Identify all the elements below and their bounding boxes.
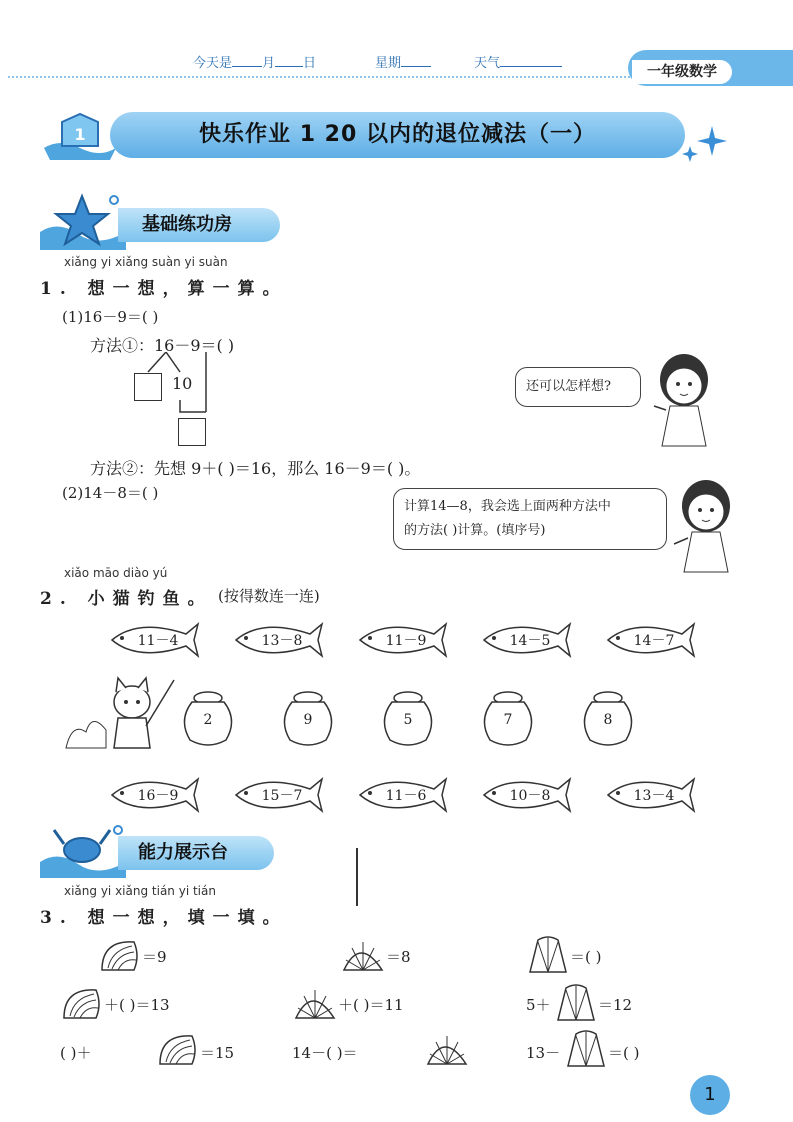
top-fish-row [108,620,708,660]
q1-title: 1. 想一想，算一算。 [40,279,288,299]
weekday-blank[interactable] [401,54,431,67]
month-blank[interactable] [232,54,262,67]
pot-row [178,690,638,750]
q3-r1-c[interactable]: ＝( ) [570,948,602,966]
today-label: 今天是 [193,56,233,71]
section-title-basic: 基础练功房 [142,214,232,235]
q3-r2-b[interactable]: ＋( )＝11 [338,996,404,1014]
result-box[interactable] [178,418,206,446]
fan-shell-icon [524,934,570,976]
q3-r3-a[interactable]: ( )＋ [60,1044,92,1062]
split-box-left[interactable] [134,373,162,401]
sparkle-icon [680,124,730,162]
q1-pinyin: xiǎng yi xiǎng suàn yi suàn [64,255,228,269]
q3-r1-a[interactable]: ＝9 [142,948,167,966]
split-ten: 10 [172,374,193,393]
fish-label: 15－7 [261,788,303,804]
scallop-shell-icon [292,984,338,1024]
fish-label: 13－8 [261,633,303,649]
q2-pinyin: xiǎo māo diào yú [64,566,168,580]
q1-method2[interactable]: 方法②：先想 9＋( )＝16，那么 16－9＝( )。 [90,459,421,478]
pot-label: 7 [503,712,513,728]
bottom-fish-row [108,775,708,815]
q3-r1-b[interactable]: ＝8 [386,948,411,966]
clam-shell-icon [156,1030,200,1070]
girl-illustration-1 [640,350,720,450]
q1-part1[interactable]: (1)16－9＝( ) [62,308,159,326]
bubble2-line1: 计算14—8，我会选上面两种方法中 [404,499,611,514]
bubble2-line2[interactable]: 的方法( )计算。(填序号) [404,523,546,538]
q2-title: 2. 小猫钓鱼。 [40,589,213,609]
grade-label: 一年级数学 [632,60,732,84]
date-label [193,52,316,71]
q3-r2-c: 5＋ [526,996,551,1014]
weekday-field [375,52,431,71]
q3-r2-d[interactable]: ＝12 [598,996,633,1014]
fan-shell-icon [552,982,598,1024]
weather-field [474,52,562,71]
ship-badge-icon [40,108,120,164]
pot-label: 5 [403,712,413,728]
starfish-icon [38,192,128,252]
q3-pinyin: xiǎng yi xiǎng tián yi tián [64,884,216,898]
weather-label: 天气 [474,56,501,71]
fish-label: 14－5 [509,633,551,649]
q3-r3-b[interactable]: ＝15 [200,1044,235,1062]
fish-label: 11－4 [137,633,179,649]
fish-label: 11－6 [385,788,427,804]
fish-label: 11－9 [385,633,427,649]
header-divider [8,76,630,78]
q3-r3-e[interactable]: ＝( ) [608,1044,640,1062]
fish-label: 14－7 [633,633,675,649]
fan-shell-icon [562,1028,608,1070]
q1-method1[interactable]: 方法①：16－9＝( ) [90,336,235,355]
q3-r3-c[interactable]: 14－( )＝ [292,1044,358,1062]
crab-icon [38,820,128,880]
fish-label: 16－9 [137,788,179,804]
weekday-label: 星期 [375,56,402,71]
q3-r3-d: 13－ [526,1044,561,1062]
pot-label: 9 [303,712,313,728]
clam-shell-icon [60,984,104,1024]
page-number: 1 [690,1075,730,1115]
decompose-diagram [130,352,220,452]
q3-title: 3. 想一想，填一填。 [40,908,288,928]
pot-label: 8 [603,712,613,728]
badge-number: 1 [74,125,86,144]
speech-bubble-1: 还可以怎样想? [515,367,641,407]
weather-blank[interactable] [500,54,562,67]
q2-hint: (按得数连一连) [218,587,320,605]
scallop-shell-icon [340,936,386,976]
page-title: 快乐作业 1 20 以内的退位减法（一） [199,122,596,147]
scallop-shell-icon [424,1030,470,1070]
speech-bubble-2 [393,488,667,550]
month-label: 月 [262,56,276,71]
q1-part2[interactable]: (2)14－8＝( ) [62,484,159,502]
fish-label: 13－4 [633,788,675,804]
q3-r2-a[interactable]: ＋( )＝13 [104,996,170,1014]
day-label: 日 [303,56,317,71]
divider-stroke [356,848,358,906]
fish-label: 10－8 [509,788,551,804]
girl-illustration-2 [666,476,746,576]
day-blank[interactable] [275,54,303,67]
section-title-ability: 能力展示台 [138,842,228,863]
clam-shell-icon [98,936,142,976]
pot-label: 2 [203,712,213,728]
cat-fishing-illustration [62,672,178,752]
